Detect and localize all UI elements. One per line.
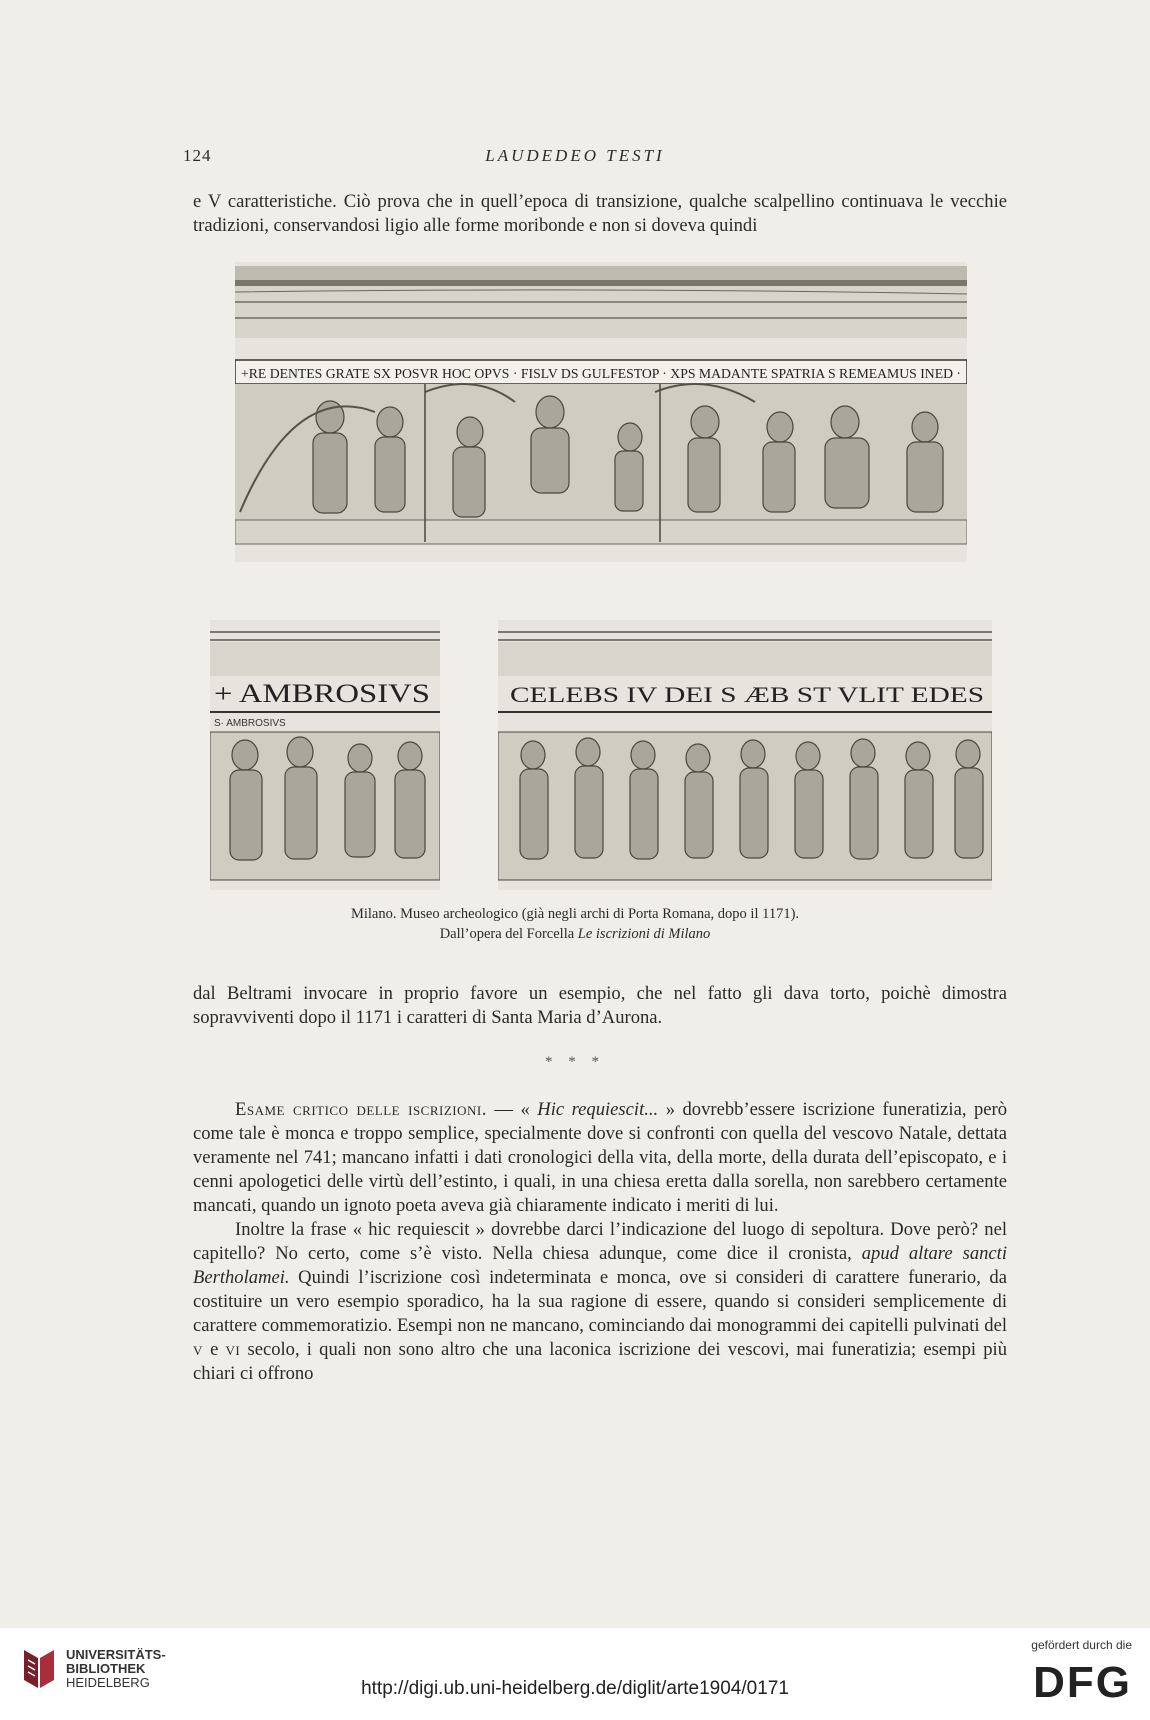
caption-line-2 [0,924,1150,944]
page-number: 124 [183,146,212,165]
library-name-line-1: UNIVERSITÄTS- [66,1647,166,1662]
paragraph-2-italic: apud altare sancti Bertholamei. [193,1243,1008,1288]
library-name-line-2: BIBLIOTHEK [66,1661,146,1676]
paragraph-2-mid: e [202,1339,226,1360]
figure-caption [0,904,1150,944]
relief-bottom-right-inscription: CELEBS IV DEI S ÆB ST VLIT EDES [510,682,984,707]
relief-bottom-left-inscription: + AMBROSIVS [214,679,430,708]
section-separator: * * * [545,1054,605,1070]
after-figure-text: dal Beltrami invocare in proprio favore un esempio, che nel fatto gli dava torto, poichè dimostra sopravviventi dopo il 1171 i caratteri di Santa Maria d’Aurona. [193,983,1007,1028]
library-name-line-3: HEIDELBERG [66,1675,150,1690]
relief-bottom-right-drawing [498,620,992,890]
relief-top-inscription: +RE DENTES GRATE SX POSVR HOC OPVS · FISLV DS GULFESTOP · XPS MADANTE SPATRIA S REMEAMUS INED · [241,366,961,381]
paragraph-2-text-b: Quindi l’iscrizione così indeterminata e monca, ove si consideri di carattere funerario, da costituire un vero esempio sporadico, ha la sua ragione di essere, quando si consideri semplicemente di carattere commemoratizio. Esempi non ne mancano, cominciando dai monogrammi dei capitelli pulvinati del [193,1267,1007,1336]
paragraph-2-text-c: secolo, i quali non sono altro che una laconica iscrizione dei vescovi, mai funeratizia; esempi più chiari ci offrono [193,1339,1007,1384]
section-heading: Esame critico delle iscrizioni. [235,1099,487,1120]
relief-bottom-left-figure [210,620,440,890]
century-v: v [193,1339,203,1360]
relief-top-drawing [235,262,967,562]
quote-open: — « [486,1099,538,1120]
relief-bottom-left-label: S· AMBROSIVS [214,718,286,729]
relief-bottom-left-drawing [210,620,440,890]
caption-line-1: Milano. Museo archeologico (già negli archi di Porta Romana, dopo il 1171). [350,906,800,922]
footer-bar [0,1628,1150,1720]
caption-book-title: Le iscrizioni di Milano [577,926,711,942]
paragraph-2-text-a: Inoltre la frase « hic requiescit » dovrebbe darci l’indicazione del luogo di sepoltura. Dove però? nel capitello? No certo, come s’è visto. Nella chiesa adunque, come dice il cronista, [193,1219,1007,1264]
running-title: LAUDEDEO TESTI [485,146,665,165]
caption-source: Dall’opera del Forcella [439,926,578,942]
section-paragraph-2 [193,1218,1007,1386]
section-body [193,1098,1007,1386]
intro-text: e V caratteristiche. Ciò prova che in quell’epoca di transizione, qualche scalpellino continuava le vecchie tradizioni, conservandosi ligio alle forme moribonde e non si doveva quindi [193,191,1007,236]
relief-bottom-right-figure [498,620,992,890]
document-url-link[interactable]: http://digi.ub.uni-heidelberg.de/diglit/arte1904/0171 [361,1678,789,1699]
after-figure-paragraph [193,982,1007,1030]
intro-paragraph [193,190,1007,238]
quote-italic: Hic requiescit... [537,1099,659,1120]
section-paragraph-1 [193,1098,1007,1218]
relief-top-figure [235,262,967,562]
paragraph-1-text: » dovrebb’essere iscrizione funeratizia, però come tale è monca e troppo semplice, specialmente dove si confronti con quella del vescovo Natale, dettata veramente nel 741; mancano infatti i dati cronologici della vita, della morte, della durata dell’episcopato, e i cenni apologetici delle virtù dell’estinto, i quali, in una chiesa eretta dalla sorella, non sarebbero certamente mancati, quando un ignoto poeta aveva già chiaramente indicato i meriti di lui. [193,1099,1008,1216]
funding-label: gefördert durch die [1031,1638,1132,1652]
century-vi: vi [225,1339,241,1360]
dfg-logo: DFG [1033,1658,1132,1707]
